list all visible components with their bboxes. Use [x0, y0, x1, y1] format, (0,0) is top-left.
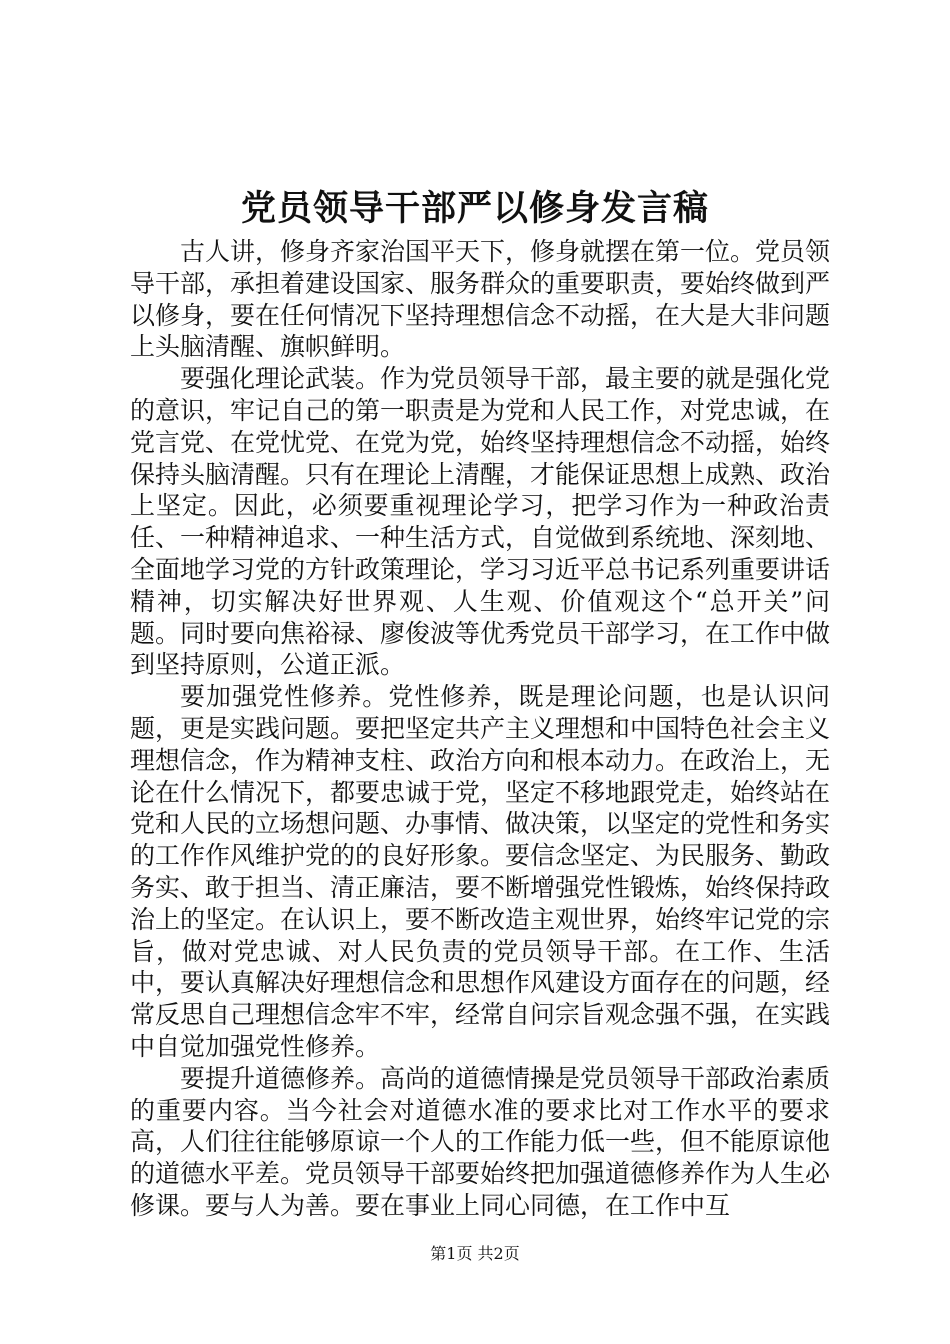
paragraph-party-spirit: 要加强党性修养。党性修养，既是理论问题，也是认识问题，更是实践问题。要把坚定共产主义理想和中国特色社会主义理想信念，作为精神支柱、政治方向和根本动力。在政治上，无论在什么情况下，都要忠诚于党，坚定不移地跟党走，始终站在党和人民的立场想问题、办事情、做决策，以坚定的党性和务实的工作作风维护党的的良好形象。要信念坚定、为民服务、勤政务实、敢于担当、清正廉洁，要不断增强党性锻炼，始终保持政治上的坚定。在认识上，要不断改造主观世界，始终牢记党的宗旨，做对党忠诚、对人民负责的党员领导干部。在工作、生活中，要认真解决好理想信念和思想作风建设方面存在的问题，经常反思自己理想信念牢不牢，经常自问宗旨观念强不强，在实践中自觉加强党性修养。 — [130, 682, 831, 1061]
paragraph-theory: 要强化理论武装。作为党员领导干部，最主要的就是强化党的意识，牢记自己的第一职责是为党和人民工作，对党忠诚，在党言党、在党忧党、在党为党，始终坚持理想信念不动摇，始终保持头脑清醒。只有在理论上清醒，才能保证思想上成熟、政治上坚定。因此，必须要重视理论学习，把学习作为一种政治责任、一种精神追求、一种生活方式，自觉做到系统地、深刻地、全面地学习党的方针政策理论，学习习近平总书记系列重要讲话精神，切实解决好世界观、人生观、价值观这个“总开关”问题。同时要向焦裕禄、廖俊波等优秀党员干部学习，在工作中做到坚持原则，公道正派。 — [130, 364, 831, 680]
document-body — [130, 236, 830, 1222]
paragraph-morality: 要提升道德修养。高尚的道德情操是党员领导干部政治素质的重要内容。当今社会对道德水准的要求比对工作水平的要求高，人们往往能够原谅一个人的工作能力低一些，但不能原谅他的道德水平差。党员领导干部要始终把加强道德修养作为人生必修课。要与人为善。要在事业上同心同德，在工作中互 — [130, 1063, 831, 1220]
page-number-footer: 第1页 共2页 — [430, 1244, 520, 1263]
paragraph-intro: 古人讲，修身齐家治国平天下，修身就摆在第一位。党员领导干部，承担着建设国家、服务群众的重要职责，要始终做到严以修身，要在任何情况下坚持理想信念不动摇，在大是大非问题上头脑清醒、旗帜鲜明。 — [130, 237, 831, 362]
document-title: 党员领导干部严以修身发言稿 — [240, 189, 709, 229]
